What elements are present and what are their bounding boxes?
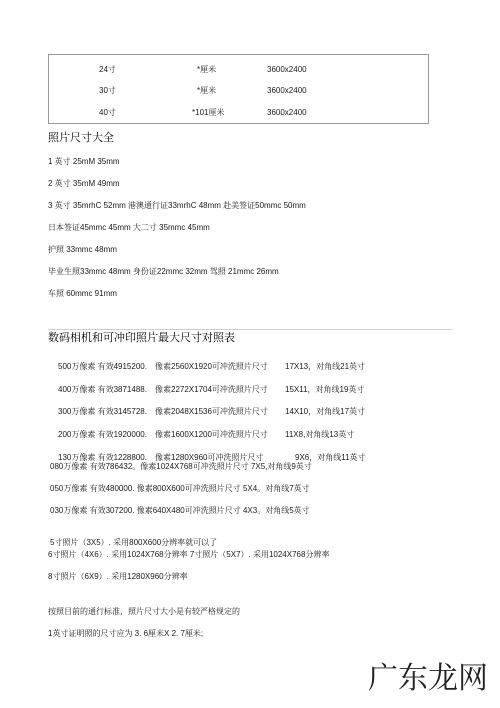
table-cell: 130万像素 有效1228800. [58,453,147,462]
table-cell: *厘米 [197,86,217,95]
text-line: 8寸照片（6X9）. 采用1280X960分辨率 [48,572,188,581]
table-cell: 3600x2400 [267,86,307,95]
table-cell: 200万像素 有效1920000. [58,430,147,439]
text-line: 2 英寸 35mM 49mm [48,179,120,188]
section-heading: 照片尺寸大全 [48,132,114,144]
table-cell: 40寸 [99,108,116,117]
text-line: 车照 60mmc 91mm [48,289,117,298]
text-line: 按照目前的通行标准，照片尺寸大小是有较严格规定的 [48,607,240,616]
table-cell: 400万像素 有效3871488. [58,385,147,394]
text-line: 050万像素 有效480000. 像素800X600可冲洗照片尺寸 5X4。对角线7英寸 [50,484,310,493]
divider [48,329,452,330]
text-line: 3 英寸 35mrhC 52mm 港澳通行证33mrhC 48mm 赴美签证50mmc 50mm [48,201,306,210]
table-cell: 11X8,对角线13英寸 [285,430,355,439]
table-cell: 像素1280X960可冲洗照片尺寸 [155,453,264,462]
table-cell: 500万像素 有效4915200. [58,362,147,371]
text-line: 080万像素 有效786432。像素1024X768可冲洗照片尺寸 7X5,对角线9英寸 [50,462,312,471]
watermark-logo: 广东龙网 [368,661,488,696]
table-cell: 像素2560X1920可冲洗照片尺寸 [155,362,268,371]
table-row [49,103,428,123]
size-table [48,54,429,124]
text-line: 1 英寸 25mM 35mm [48,157,120,166]
table-cell: *厘米 [197,65,217,74]
text-line: 日本签证45mmc 45mm 大二寸 35mmc 45mm [48,223,210,232]
table-row [49,81,428,101]
table-cell: 9X6，对角线11英寸 [295,453,366,462]
table-cell: 24寸 [99,65,116,74]
table-cell: 3600x2400 [267,108,307,117]
text-line: 6寸照片（4X6）. 采用1024X768分辨率 7寸照片（5X7）. 采用1024X768分辨率 [48,550,330,559]
text-line: 护照 33mmc 48mm [48,245,117,254]
text-line: 5寸照片（3X5）. 采用800X600分辨率就可以了 [50,538,218,547]
table-cell: 300万像素 有效3145728. [58,407,147,416]
text-line: 1英寸证明照的尺寸应为 3. 6厘米X 2. 7厘米; [48,629,204,638]
table-row [49,60,428,80]
text-line: 毕业生照33mmc 48mm 身份证22mmc 32mm 驾照 21mmc 26mm [48,267,279,276]
table-cell: 像素2272X1704可冲洗照片尺寸 [155,385,268,394]
table-cell: 像素1600X1200可冲洗照片尺寸 [155,430,268,439]
table-cell: *101厘米 [192,108,225,117]
table-cell: 15X11，对角线19英寸 [285,385,365,394]
section-heading: 数码相机和可冲印照片最大尺寸对照表 [48,332,235,344]
table-cell: 17X13，对角线21英寸 [285,362,366,371]
table-cell: 30寸 [99,86,116,95]
text-line: 030万像素 有效307200. 像素640X480可冲洗照片尺寸 4X3。对角线5英寸 [50,506,310,515]
table-cell: 14X10，对角线17英寸 [285,407,366,416]
table-cell: 3600x2400 [267,65,307,74]
table-cell: 像素2048X1536可冲洗照片尺寸 [155,407,268,416]
